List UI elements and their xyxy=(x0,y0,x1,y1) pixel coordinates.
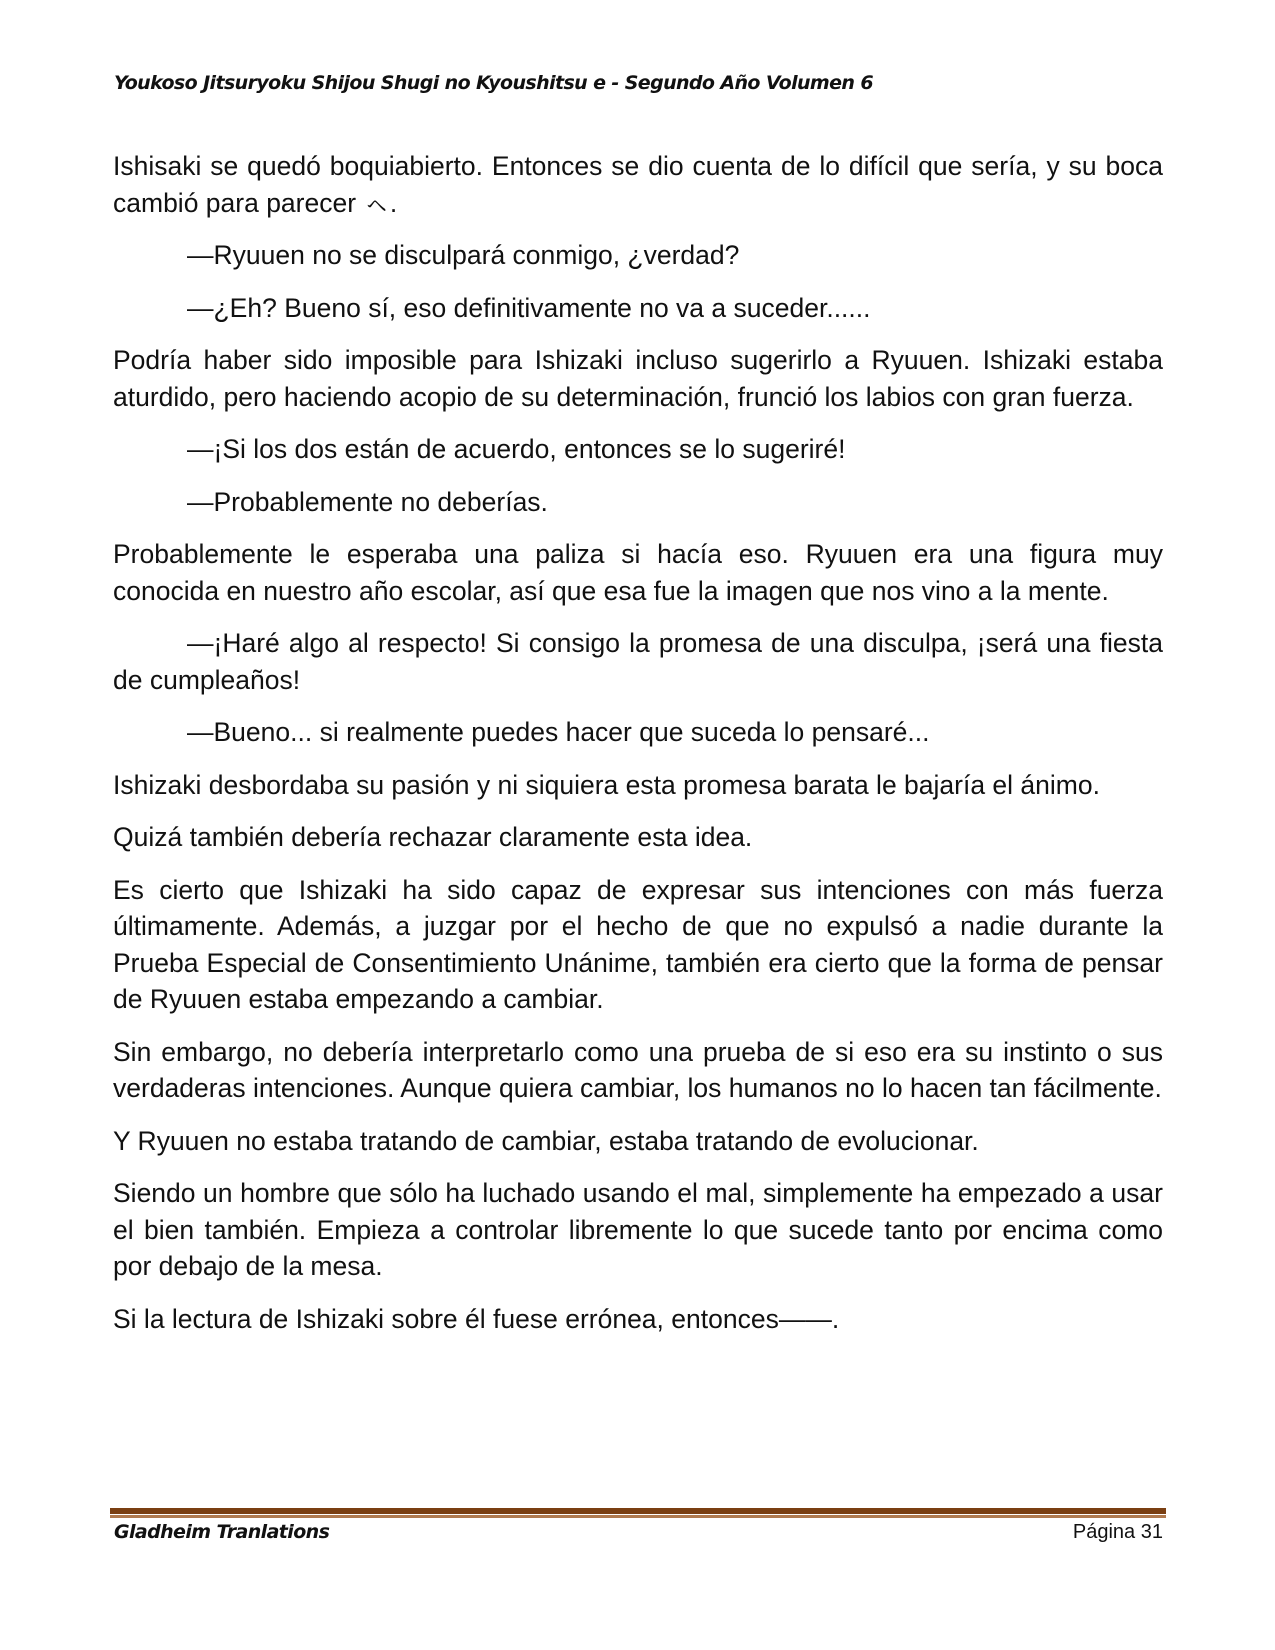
dialogue-paragraph: —¡Haré algo al respecto! Si consigo la promesa de una disculpa, ¡será una fiesta de cumpleaños! xyxy=(113,628,1163,695)
page-label: Página xyxy=(1072,1521,1136,1543)
footer-rule xyxy=(110,1508,1166,1515)
narration-paragraph: Es cierto que Ishizaki ha sido capaz de expresar sus intenciones con más fuerza últimamente. Además, a juzgar por el hecho de que no expulsó a nadie durante la Prueba Especial de Consentimiento Unánime, también era cierto que la forma de pensar de Ryuuen estaba empezando a cambiar. xyxy=(113,874,1163,1014)
running-header: Youkoso Jitsuryoku Shijou Shugi no Kyoushitsu e - Segundo Año Volumen 6 xyxy=(114,72,873,94)
page-number xyxy=(1073,1521,1163,1544)
dialogue-paragraph: —Bueno... si realmente puedes hacer que suceda lo pensaré... xyxy=(187,717,930,747)
dialogue-paragraph: —Probablemente no deberías. xyxy=(187,486,548,517)
narration-paragraph: Y Ryuuen no estaba tratando de cambiar, estaba tratando de evolucionar. xyxy=(113,1125,979,1156)
dialogue-paragraph: —¿Eh? Bueno sí, eso definitivamente no va a suceder...... xyxy=(187,292,871,323)
narration-paragraph: Quizá también debería rechazar claramente esta idea. xyxy=(113,822,753,852)
dialogue-paragraph: —Ryuuen no se disculpará conmigo, ¿verdad? xyxy=(187,240,740,270)
narration-paragraph: Ishisaki se quedó boquiabierto. Entonces se dio cuenta de lo difícil que sería, y su boca cambió para parecer ㇸ. xyxy=(113,151,1163,218)
footer-credit: Gladheim Tranlations xyxy=(114,1521,330,1543)
page-number-value: 31 xyxy=(1140,1521,1163,1543)
dialogue-paragraph: —¡Si los dos están de acuerdo, entonces se lo sugeriré! xyxy=(187,434,846,464)
narration-paragraph: Siendo un hombre que sólo ha luchado usando el mal, simplemente ha empezado a usar el bien también. Empieza a controlar libremente lo que sucede tanto por encima como por debajo de la mesa. xyxy=(113,1178,1163,1281)
narration-paragraph: Si la lectura de Ishizaki sobre él fuese errónea, entonces——. xyxy=(113,1303,840,1334)
page-body xyxy=(113,148,1163,1353)
narration-paragraph: Podría haber sido imposible para Ishizaki incluso sugerirlo a Ryuuen. Ishizaki estaba aturdido, pero haciendo acopio de su determinación, frunció los labios con gran fuerza. xyxy=(113,345,1163,412)
narration-paragraph: Sin embargo, no debería interpretarlo como una prueba de si eso era su instinto o sus verdaderas intenciones. Aunque quiera cambiar, los humanos no lo hacen tan fácilmente. xyxy=(113,1036,1163,1103)
narration-paragraph: Probablemente le esperaba una paliza si hacía eso. Ryuuen era una figura muy conocida en nuestro año escolar, así que esa fue la imagen que nos vino a la mente. xyxy=(113,539,1163,606)
narration-paragraph: Ishizaki desbordaba su pasión y ni siquiera esta promesa barata le bajaría el ánimo. xyxy=(113,769,1100,800)
